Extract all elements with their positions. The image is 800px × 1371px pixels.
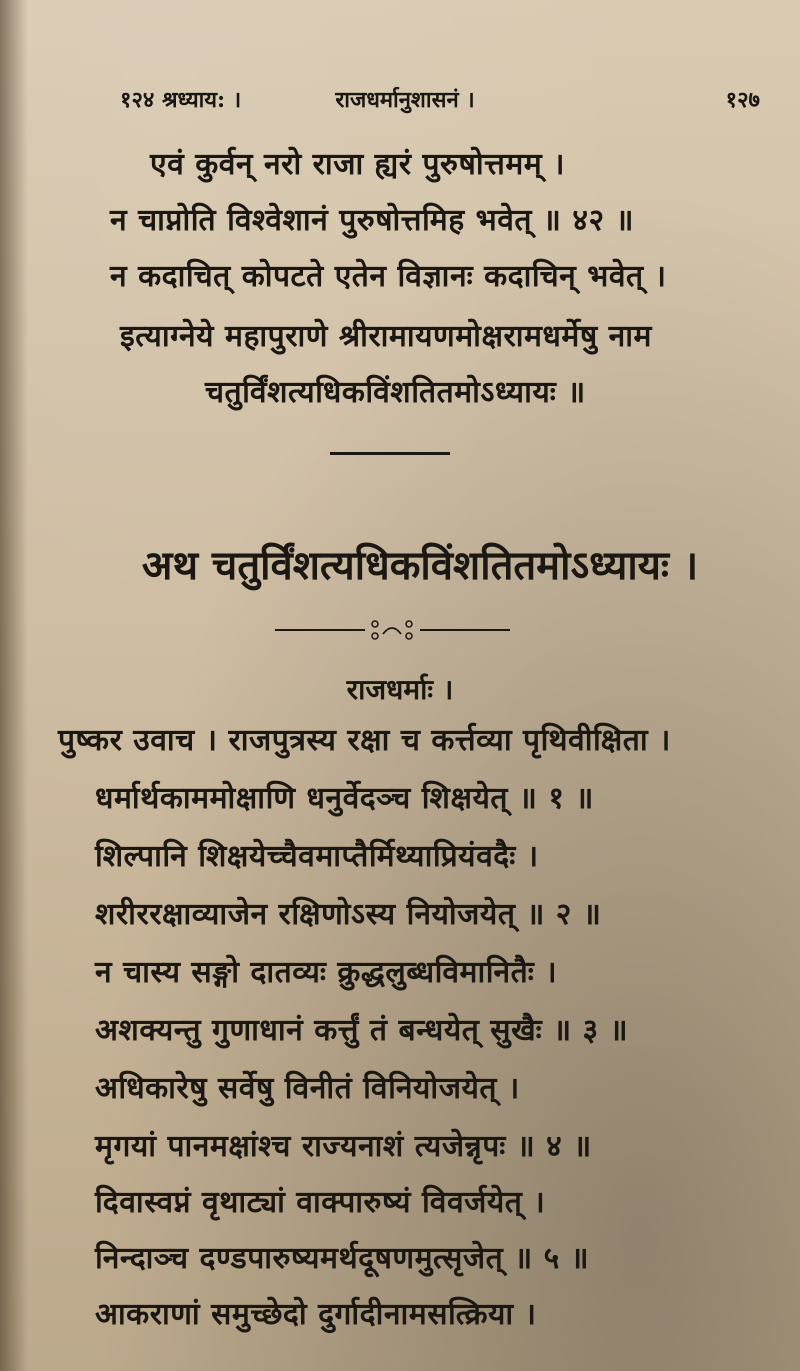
verse-line: न चास्य सङ्गो दातव्यः क्रुद्धलुब्धविमानितैः । <box>95 955 558 990</box>
verse-line: पुष्कर उवाच । राजपुत्रस्य रक्षा च कर्त्तव्या पृथिवीक्षिता । <box>58 723 671 758</box>
verse-line: न कदाचित् कोपटते एतेन विज्ञानः कदाचिन् भवेत् । <box>110 259 667 294</box>
running-header <box>120 84 760 124</box>
verse-line: शरीररक्षाव्याजेन रक्षिणोऽस्य नियोजयेत् ॥ २ ॥ <box>95 897 602 932</box>
ornament-divider <box>275 618 510 642</box>
verse-line: एवं कुर्वन् नरो राजा ह्यरं पुरुषोत्तमम् । <box>150 147 566 182</box>
verse-line: आकराणां समुच्छेदो दुर्गादीनामसत्क्रिया । <box>95 1297 537 1332</box>
header-page-number: १२७ <box>725 87 760 113</box>
verse-line: अशक्यन्तु गुणाधानं कर्त्तुं तं बन्धयेत् सुखैः ॥ ३ ॥ <box>95 1013 629 1048</box>
verse-line: अधिकारेषु सर्वेषु विनीतं विनियोजयेत् । <box>95 1071 520 1106</box>
verse-line: मृगयां पानमक्षांश्च राज्यनाशं त्यजेन्नृपः ॥ ४ ॥ <box>95 1129 592 1164</box>
page-spine-shadow <box>0 0 28 1371</box>
verse-line: निन्दाञ्च दण्डपारुष्यमर्थदूषणमुत्सृजेत् ॥ ५ ॥ <box>95 1241 590 1276</box>
section-title: राजधर्माः । <box>346 673 454 706</box>
header-chapter-number: १२४ श्रध्याय: । <box>120 87 242 113</box>
verse-line: इत्याग्नेये महापुराणे श्रीरामायणमोक्षरामधर्मेषु नाम <box>120 319 652 354</box>
verse-line: न चाप्नोति विश्वेशानं पुरुषोत्तमिह भवेत् ॥ ४२ ॥ <box>110 203 634 238</box>
chapter-title: अथ चतुर्विंशत्यधिकविंशतितमोऽध्यायः । <box>141 542 699 589</box>
verse-line: दिवास्वप्नं वृथाट्यां वाक्पारुष्यं विवर्जयेत् । <box>95 1185 546 1220</box>
verse-line: धर्मार्थकाममोक्षाणि धनुर्वेदञ्च शिक्षयेत् ॥ १ ॥ <box>95 781 594 816</box>
verse-line: चतुर्विंशत्यधिकविंशतितमोऽध्यायः ॥ <box>205 375 586 410</box>
section-divider-rule <box>330 452 450 455</box>
header-book-title: राजधर्मानुशासनं । <box>335 87 475 113</box>
verse-line: शिल्पानि शिक्षयेच्चैवमाप्तैर्मिथ्याप्रियंवदैः । <box>95 839 539 874</box>
